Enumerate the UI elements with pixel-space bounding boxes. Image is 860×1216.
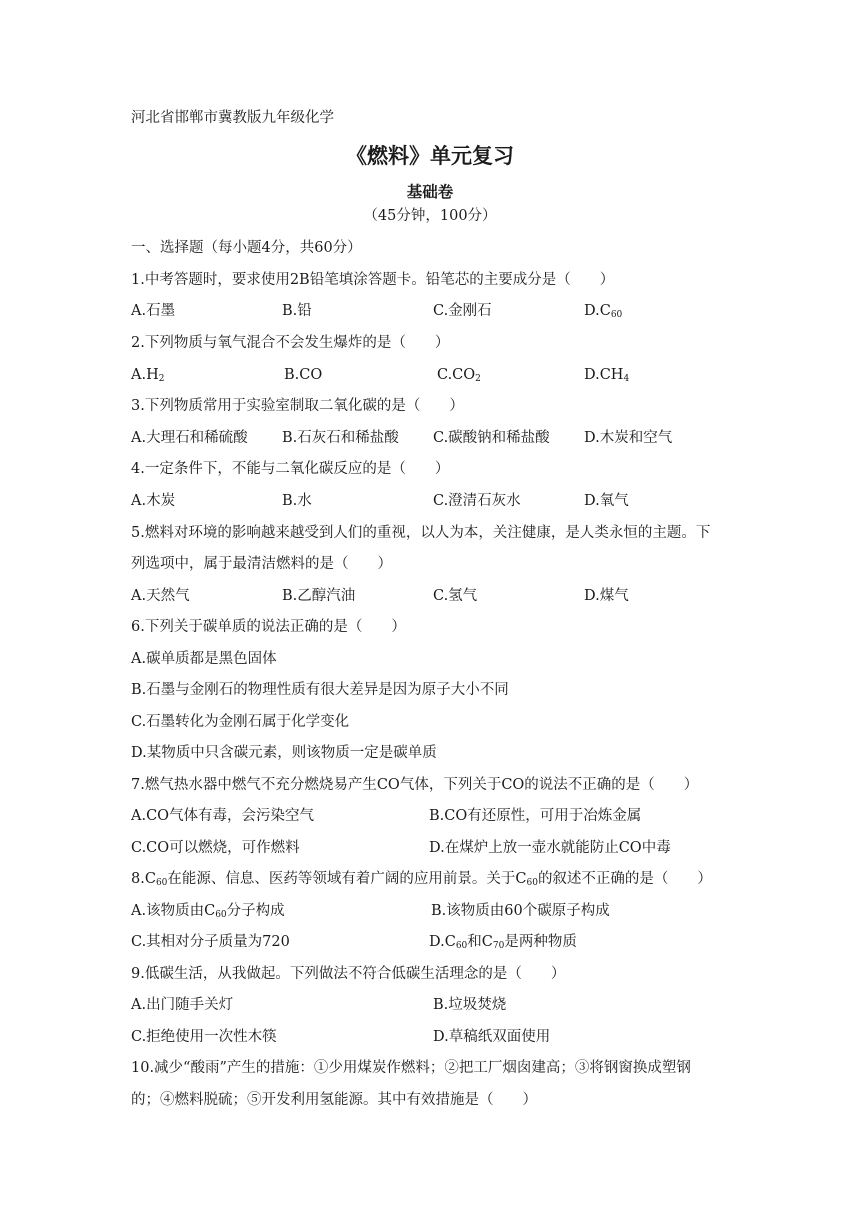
question-1-option-b: B.铅 (282, 303, 312, 319)
question-3-option-b: B.石灰石和稀盐酸 (282, 430, 399, 446)
question-10-stem-line-1: 10.减少“酸雨”产生的措施：①少用煤炭作燃料；②把工厂烟囱建高；③将钢窗换成塑钢 (131, 1060, 691, 1076)
question-6-stem: 6.下列关于碳单质的说法正确的是（ ） (131, 619, 406, 635)
question-6-option-b: B.石墨与金刚石的物理性质有很大差异是因为原子大小不同 (131, 682, 509, 698)
question-3-option-d: D.木炭和空气 (584, 430, 673, 446)
question-4-option-a: A.木炭 (131, 493, 176, 509)
question-4-option-b: B.水 (282, 493, 312, 509)
question-2-stem: 2.下列物质与氧气混合不会发生爆炸的是（ ） (131, 335, 450, 351)
section-heading: 一、选择题（每小题4分，共60分） (131, 240, 362, 256)
question-4-option-d: D.氧气 (584, 493, 629, 509)
question-2-option-d: $D.CH_4$ (584, 367, 630, 384)
question-9-stem: 9.低碳生活，从我做起。下列做法不符合低碳生活理念的是（ ） (131, 966, 566, 982)
question-8-option-d: $D.C_{60}$和$C_{70}$是两种物质 (429, 934, 577, 951)
time-score: （45分钟，100分） (363, 208, 497, 224)
question-8-stem: $8.C_{60}$在能源、信息、医药等领域有着广阔的应用前景。关于$C_{60}$的叙述不正确的是（ ） (131, 871, 712, 888)
question-1-option-a: A.石墨 (131, 303, 176, 319)
question-2-option-b: B.CO (284, 367, 323, 383)
question-5-stem-line-1: 5.燃料对环境的影响越来越受到人们的重视，以人为本，关注健康，是人类永恒的主题。下 (131, 525, 711, 541)
question-5-stem-line-2: 列选项中，属于最清洁燃料的是（ ） (131, 556, 392, 572)
question-4-option-c: C.澄清石灰水 (433, 493, 521, 509)
question-9-option-c: C.拒绝使用一次性木筷 (131, 1029, 277, 1045)
question-9-option-d: D.草稿纸双面使用 (433, 1029, 551, 1045)
question-3-option-a: A.大理石和稀硫酸 (131, 430, 248, 446)
question-6-option-d: D.某物质中只含碳元素，则该物质一定是碳单质 (131, 745, 437, 761)
question-7-option-b: B.CO有还原性，可用于冶炼金属 (429, 808, 642, 824)
question-2-option-c: $C.CO_2$ (437, 367, 481, 384)
question-8-option-b: B.该物质由60个碳原子构成 (431, 903, 610, 919)
question-1-option-c: C.金刚石 (433, 303, 492, 319)
question-1-option-d: $D.C_{60}$ (584, 303, 623, 320)
question-5-option-b: B.乙醇汽油 (282, 588, 356, 604)
question-6-option-a: A.碳单质都是黑色固体 (131, 651, 277, 667)
question-10-stem-line-2: 的；④燃料脱硫；⑤开发利用氢能源。其中有效措施是（ ） (131, 1092, 537, 1108)
question-8-option-a: A.该物质由$C_{60}$分子构成 (131, 903, 285, 920)
question-6-option-c: C.石墨转化为金刚石属于化学变化 (131, 714, 350, 730)
question-9-option-b: B.垃圾焚烧 (433, 997, 507, 1013)
page-title: 《燃料》单元复习 (346, 143, 514, 168)
question-2-option-a: $A.H_2$ (131, 367, 165, 384)
question-7-option-c: C.CO可以燃烧，可作燃料 (131, 840, 300, 856)
question-9-option-a: A.出门随手关灯 (131, 997, 234, 1013)
question-5-option-d: D.煤气 (584, 588, 629, 604)
question-7-stem: 7.燃气热水器中燃气不充分燃烧易产生CO气体，下列关于CO的说法不正确的是（ ） (131, 777, 699, 793)
source-line: 河北省邯郸市冀教版九年级化学 (131, 110, 334, 126)
question-5-option-a: A.天然气 (131, 588, 190, 604)
question-3-stem: 3.下列物质常用于实验室制取二氧化碳的是（ ） (131, 398, 464, 414)
question-5-option-c: C.氢气 (433, 588, 478, 604)
question-4-stem: 4.一定条件下，不能与二氧化碳反应的是（ ） (131, 461, 450, 477)
question-7-option-a: A.CO气体有毒，会污染空气 (131, 808, 315, 824)
question-7-option-d: D.在煤炉上放一壶水就能防止CO中毒 (429, 840, 671, 856)
page-subtitle: 基础卷 (406, 182, 454, 201)
question-1-stem: 1.中考答题时，要求使用2B铅笔填涂答题卡。铅笔芯的主要成分是（ ） (131, 272, 615, 288)
question-8-option-c: C.其相对分子质量为720 (131, 934, 290, 950)
question-3-option-c: C.碳酸钠和稀盐酸 (433, 430, 550, 446)
